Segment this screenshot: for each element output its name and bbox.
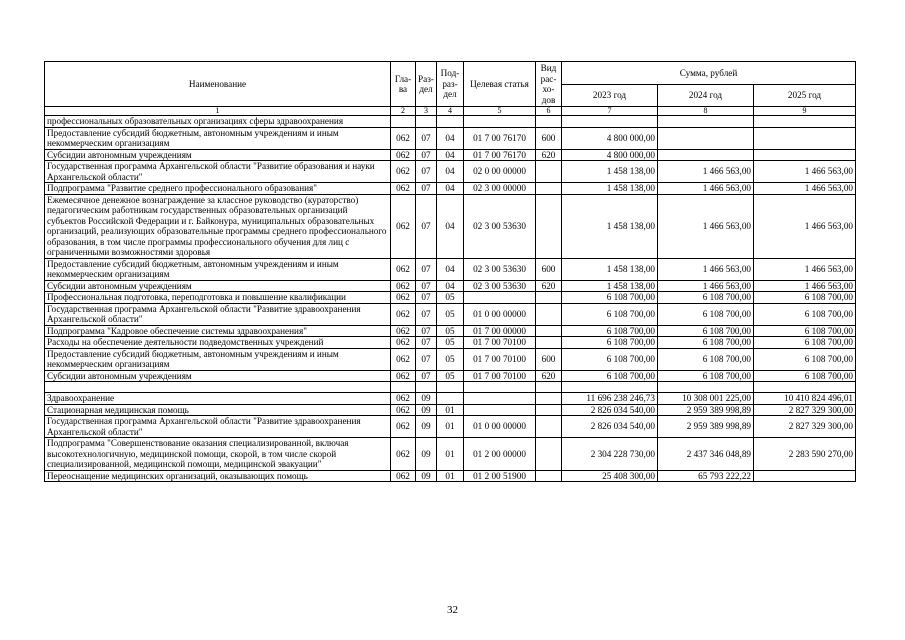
row-glava: 062 [391, 303, 416, 325]
row-expense-type [536, 470, 562, 482]
row-glava: 062 [391, 404, 416, 416]
row-target-article [464, 116, 536, 128]
table-row [45, 438, 856, 471]
row-glava: 062 [391, 194, 416, 258]
row-target-article: 02 3 00 53630 [464, 194, 536, 258]
table-row [45, 149, 856, 161]
row-glava: 062 [391, 348, 416, 370]
row-sum-2024: 1 466 563,00 [658, 194, 754, 258]
row-glava: 062 [391, 280, 416, 292]
row-razdel: 07 [416, 127, 437, 149]
row-sum-2024: 1 466 563,00 [658, 258, 754, 280]
row-sum-2024: 6 108 700,00 [658, 325, 754, 337]
row-sum-2023: 6 108 700,00 [562, 303, 658, 325]
col-header-year-2025: 2025 год [754, 85, 856, 107]
row-sum-2024: 2 437 346 048,89 [658, 438, 754, 471]
row-sum-2023 [562, 116, 658, 128]
row-razdel: 07 [416, 303, 437, 325]
table-row [45, 127, 856, 149]
column-number-row [45, 107, 856, 116]
col-number: 9 [754, 107, 856, 116]
row-name: Субсидии автономным учреждениям [45, 370, 391, 382]
table-row [45, 348, 856, 370]
row-sum-2024: 1 466 563,00 [658, 161, 754, 183]
row-expense-type [536, 303, 562, 325]
row-glava: 062 [391, 258, 416, 280]
row-expense-type [536, 325, 562, 337]
table-row [45, 280, 856, 292]
row-sum-2024 [658, 382, 754, 393]
col-header-glava: Гла-ва [391, 62, 416, 107]
row-sum-2025 [754, 382, 856, 393]
row-sum-2023: 1 458 138,00 [562, 258, 658, 280]
row-name: профессиональных образовательных организациях сферы здравоохранения [45, 116, 391, 128]
row-glava: 062 [391, 292, 416, 304]
row-razdel: 07 [416, 183, 437, 195]
row-sum-2024: 10 308 001 225,00 [658, 393, 754, 405]
row-name: Предоставление субсидий бюджетным, автономным учреждениям и иным некоммерческим организациям [45, 258, 391, 280]
row-name: Подпрограмма "Совершенствование оказания специализированной, включая высокотехнологичную, медицинской помощи, скорой, в том числе скорой специализированной, медицинской помощи, медицинской эвакуации" [45, 438, 391, 471]
row-razdel: 07 [416, 280, 437, 292]
row-sum-2025: 2 827 329 300,00 [754, 404, 856, 416]
row-glava: 062 [391, 393, 416, 405]
row-target-article: 01 7 00 70100 [464, 370, 536, 382]
row-sum-2025: 1 466 563,00 [754, 194, 856, 258]
col-number: 3 [416, 107, 437, 116]
row-sum-2024: 65 793 222,22 [658, 470, 754, 482]
row-target-article: 01 2 00 00000 [464, 438, 536, 471]
row-razdel: 09 [416, 438, 437, 471]
table-row [45, 183, 856, 195]
row-sum-2024: 6 108 700,00 [658, 292, 754, 304]
row-glava: 062 [391, 149, 416, 161]
row-target-article [464, 292, 536, 304]
row-glava: 062 [391, 183, 416, 195]
row-sum-2025: 1 466 563,00 [754, 161, 856, 183]
row-sum-2025: 1 466 563,00 [754, 258, 856, 280]
row-sum-2024: 2 959 389 998,89 [658, 416, 754, 438]
row-name: Предоставление субсидий бюджетным, автономным учреждениям и иным некоммерческим организациям [45, 348, 391, 370]
row-sum-2025 [754, 149, 856, 161]
row-razdel: 07 [416, 292, 437, 304]
row-expense-type [536, 416, 562, 438]
row-expense-type [536, 116, 562, 128]
row-glava: 062 [391, 470, 416, 482]
row-sum-2023: 6 108 700,00 [562, 337, 658, 349]
row-podrazdel: 05 [437, 370, 464, 382]
table-row [45, 292, 856, 304]
row-sum-2023: 1 458 138,00 [562, 280, 658, 292]
row-name: Переоснащение медицинских организаций, оказывающих помощь [45, 470, 391, 482]
row-razdel: 07 [416, 149, 437, 161]
col-header-year-2024: 2024 год [658, 85, 754, 107]
col-number: 7 [562, 107, 658, 116]
row-sum-2023: 11 696 238 246,73 [562, 393, 658, 405]
row-podrazdel: 04 [437, 161, 464, 183]
row-glava: 062 [391, 161, 416, 183]
row-sum-2024 [658, 127, 754, 149]
row-razdel: 07 [416, 325, 437, 337]
row-expense-type [536, 161, 562, 183]
table-row [45, 470, 856, 482]
row-podrazdel: 04 [437, 194, 464, 258]
row-podrazdel: 01 [437, 438, 464, 471]
row-glava: 062 [391, 416, 416, 438]
row-name: Предоставление субсидий бюджетным, автономным учреждениям и иным некоммерческим организациям [45, 127, 391, 149]
row-sum-2025: 6 108 700,00 [754, 370, 856, 382]
row-name: Субсидии автономным учреждениям [45, 149, 391, 161]
col-header-year-2023: 2023 год [562, 85, 658, 107]
col-header-vid: Вид рас-хо-дов [536, 62, 562, 107]
row-name: Подпрограмма "Кадровое обеспечение системы здравоохранения" [45, 325, 391, 337]
row-target-article: 01 7 00 76170 [464, 127, 536, 149]
row-razdel: 09 [416, 470, 437, 482]
table-row [45, 370, 856, 382]
row-sum-2025: 6 108 700,00 [754, 303, 856, 325]
row-expense-type [536, 393, 562, 405]
row-sum-2023: 2 826 034 540,00 [562, 416, 658, 438]
row-target-article: 01 2 00 51900 [464, 470, 536, 482]
row-expense-type [536, 404, 562, 416]
row-podrazdel: 04 [437, 258, 464, 280]
table-row [45, 194, 856, 258]
row-sum-2023: 25 408 300,00 [562, 470, 658, 482]
row-sum-2024: 6 108 700,00 [658, 348, 754, 370]
row-sum-2025: 6 108 700,00 [754, 337, 856, 349]
col-number: 6 [536, 107, 562, 116]
row-expense-type [536, 438, 562, 471]
col-header-sum: Сумма, рублей [562, 62, 856, 85]
col-header-razdel: Раз-дел [416, 62, 437, 107]
row-glava: 062 [391, 438, 416, 471]
table-row [45, 404, 856, 416]
row-expense-type [536, 292, 562, 304]
row-target-article: 01 0 00 00000 [464, 416, 536, 438]
row-name: Здравоохранение [45, 393, 391, 405]
row-podrazdel: 04 [437, 280, 464, 292]
row-glava: 062 [391, 127, 416, 149]
row-glava: 062 [391, 370, 416, 382]
row-target-article: 02 3 00 53630 [464, 280, 536, 292]
row-razdel: 09 [416, 404, 437, 416]
row-target-article: 02 0 00 00000 [464, 161, 536, 183]
row-glava: 062 [391, 325, 416, 337]
row-razdel: 07 [416, 370, 437, 382]
row-podrazdel: 04 [437, 149, 464, 161]
row-razdel [416, 382, 437, 393]
row-sum-2024 [658, 149, 754, 161]
row-sum-2023: 1 458 138,00 [562, 183, 658, 195]
row-target-article: 01 7 00 70100 [464, 348, 536, 370]
row-razdel: 07 [416, 258, 437, 280]
row-target-article: 01 7 00 70100 [464, 337, 536, 349]
row-podrazdel [437, 116, 464, 128]
row-sum-2025: 2 827 329 300,00 [754, 416, 856, 438]
row-podrazdel: 01 [437, 470, 464, 482]
row-name: Государственная программа Архангельской области "Развитие здравоохранения Архангельской области" [45, 303, 391, 325]
row-podrazdel: 05 [437, 325, 464, 337]
row-glava: 062 [391, 337, 416, 349]
row-expense-type [536, 183, 562, 195]
row-name: Подпрограмма "Развитие среднего профессионального образования" [45, 183, 391, 195]
col-header-target: Целевая статья [464, 62, 536, 107]
row-sum-2024: 2 959 389 998,89 [658, 404, 754, 416]
row-expense-type [536, 194, 562, 258]
col-number: 5 [464, 107, 536, 116]
row-sum-2025: 1 466 563,00 [754, 183, 856, 195]
budget-table [44, 61, 856, 482]
col-number: 1 [45, 107, 391, 116]
row-sum-2025: 10 410 824 496,01 [754, 393, 856, 405]
row-sum-2024: 6 108 700,00 [658, 337, 754, 349]
table-row [45, 393, 856, 405]
row-razdel: 07 [416, 348, 437, 370]
row-target-article: 01 7 00 76170 [464, 149, 536, 161]
row-target-article [464, 393, 536, 405]
row-name: Расходы на обеспечение деятельности подведомственных учреждений [45, 337, 391, 349]
col-number: 2 [391, 107, 416, 116]
row-expense-type [536, 382, 562, 393]
row-sum-2023: 6 108 700,00 [562, 348, 658, 370]
table-row [45, 416, 856, 438]
table-row [45, 303, 856, 325]
row-sum-2025: 6 108 700,00 [754, 292, 856, 304]
row-podrazdel: 01 [437, 404, 464, 416]
table-row [45, 161, 856, 183]
row-name: Ежемесячное денежное вознаграждение за классное руководство (кураторство) педагогическим работникам государственных образовательных организаций субъектов Российской Федерации и г. Байконура, муниципальных образовательных организаций, реализующих образовательные программы среднего профессионального образования, в том числе программы профессионального обучения для лиц с ограниченными возможностями здоровья [45, 194, 391, 258]
row-glava [391, 382, 416, 393]
table-row [45, 382, 856, 393]
row-expense-type [536, 337, 562, 349]
row-sum-2025: 1 466 563,00 [754, 280, 856, 292]
row-target-article: 02 3 00 53630 [464, 258, 536, 280]
row-sum-2023: 6 108 700,00 [562, 325, 658, 337]
row-razdel [416, 116, 437, 128]
row-name [45, 382, 391, 393]
row-expense-type: 600 [536, 258, 562, 280]
row-sum-2025: 6 108 700,00 [754, 348, 856, 370]
row-sum-2024: 1 466 563,00 [658, 280, 754, 292]
row-sum-2025: 6 108 700,00 [754, 325, 856, 337]
row-sum-2023: 4 800 000,00 [562, 149, 658, 161]
row-podrazdel: 05 [437, 348, 464, 370]
row-podrazdel [437, 382, 464, 393]
table-row [45, 337, 856, 349]
row-target-article [464, 404, 536, 416]
col-header-podrazdel: Под-раз-дел [437, 62, 464, 107]
row-podrazdel: 05 [437, 303, 464, 325]
row-sum-2024: 1 466 563,00 [658, 183, 754, 195]
row-target-article: 01 7 00 00000 [464, 325, 536, 337]
row-name: Государственная программа Архангельской области "Развитие образования и науки Архангельской области" [45, 161, 391, 183]
row-sum-2024 [658, 116, 754, 128]
row-expense-type: 620 [536, 280, 562, 292]
col-number: 4 [437, 107, 464, 116]
row-razdel: 09 [416, 416, 437, 438]
row-razdel: 07 [416, 337, 437, 349]
row-podrazdel: 04 [437, 127, 464, 149]
row-expense-type: 620 [536, 370, 562, 382]
row-sum-2024: 6 108 700,00 [658, 303, 754, 325]
row-sum-2025 [754, 116, 856, 128]
row-sum-2023: 1 458 138,00 [562, 161, 658, 183]
row-razdel: 09 [416, 393, 437, 405]
row-podrazdel: 04 [437, 183, 464, 195]
row-sum-2023: 6 108 700,00 [562, 370, 658, 382]
row-razdel: 07 [416, 194, 437, 258]
row-sum-2023 [562, 382, 658, 393]
row-sum-2023: 6 108 700,00 [562, 292, 658, 304]
row-sum-2025 [754, 127, 856, 149]
row-name: Стационарная медицинская помощь [45, 404, 391, 416]
row-sum-2023: 1 458 138,00 [562, 194, 658, 258]
table-row [45, 116, 856, 128]
row-name: Государственная программа Архангельской области "Развитие здравоохранения Архангельской области" [45, 416, 391, 438]
table-row [45, 325, 856, 337]
row-razdel: 07 [416, 161, 437, 183]
row-sum-2023: 2 826 034 540,00 [562, 404, 658, 416]
row-podrazdel: 05 [437, 337, 464, 349]
row-podrazdel: 05 [437, 292, 464, 304]
row-expense-type: 600 [536, 127, 562, 149]
row-podrazdel: 01 [437, 416, 464, 438]
row-expense-type: 620 [536, 149, 562, 161]
row-sum-2023: 4 800 000,00 [562, 127, 658, 149]
row-target-article [464, 382, 536, 393]
row-target-article: 02 3 00 00000 [464, 183, 536, 195]
row-target-article: 01 0 00 00000 [464, 303, 536, 325]
col-header-name: Наименование [45, 62, 391, 107]
row-podrazdel [437, 393, 464, 405]
row-sum-2025: 2 283 590 270,00 [754, 438, 856, 471]
row-name: Профессиональная подготовка, переподготовка и повышение квалификации [45, 292, 391, 304]
row-sum-2025 [754, 470, 856, 482]
row-sum-2023: 2 304 228 730,00 [562, 438, 658, 471]
page-number: 32 [447, 604, 458, 616]
col-number: 8 [658, 107, 754, 116]
row-glava [391, 116, 416, 128]
row-name: Субсидии автономным учреждениям [45, 280, 391, 292]
row-expense-type: 600 [536, 348, 562, 370]
row-sum-2024: 6 108 700,00 [658, 370, 754, 382]
table-row [45, 258, 856, 280]
